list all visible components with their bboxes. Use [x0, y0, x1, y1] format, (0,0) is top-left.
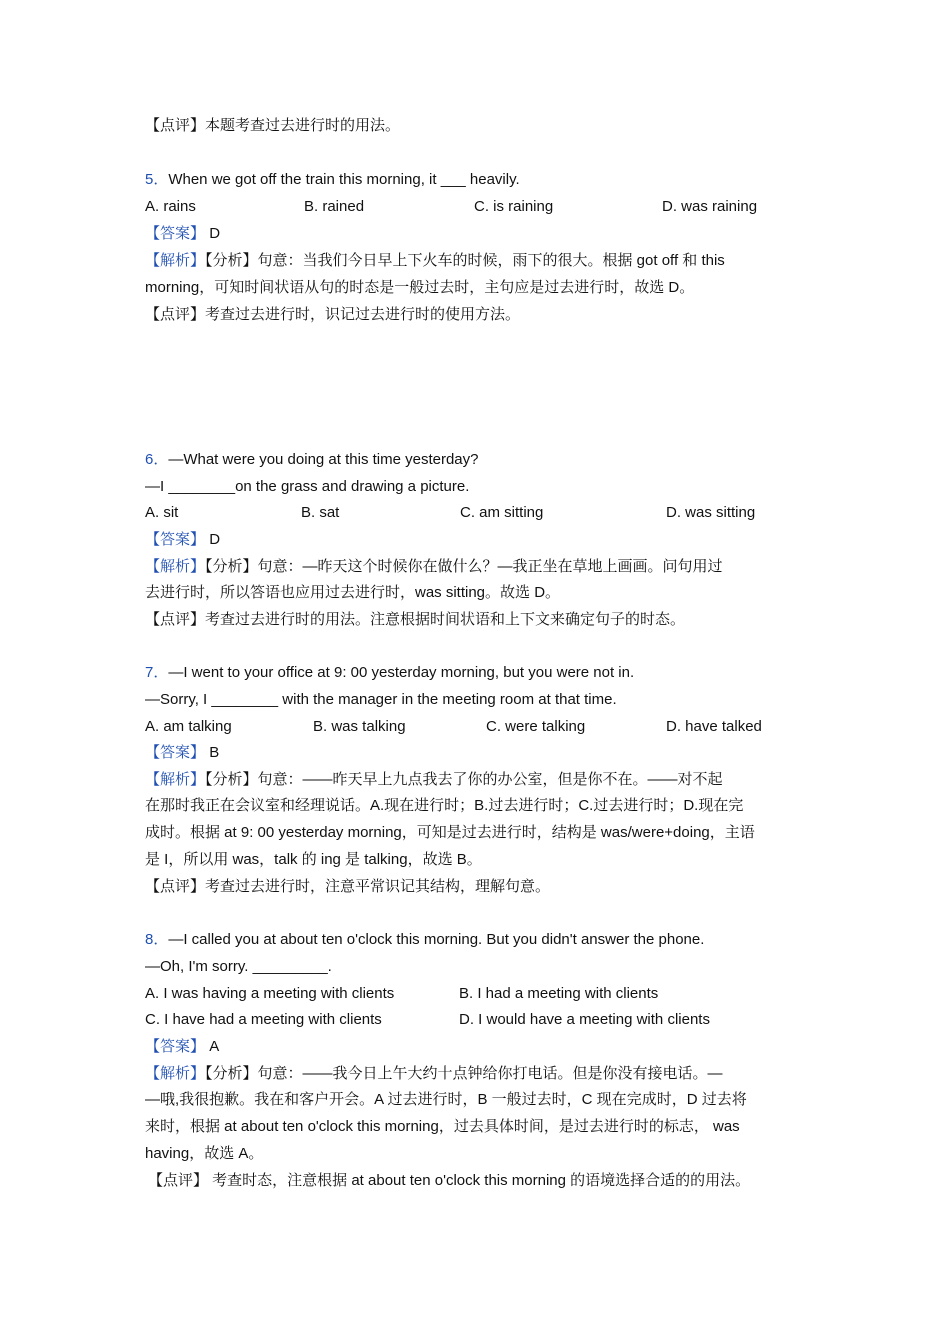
q7-option-b: B. was talking: [313, 718, 406, 735]
q7-option-a: A. am talking: [145, 718, 232, 735]
q5-answer: [145, 224, 810, 244]
q6-option-d: D. was sitting: [666, 504, 756, 521]
q5-analysis-tag: 【解析】: [145, 252, 206, 269]
q5-answer-value: D: [209, 225, 221, 242]
q5-option-a: A. rains: [145, 198, 196, 215]
q7-analysis-tag: 【解析】: [145, 771, 206, 788]
q7-analysis-line-1: [145, 770, 810, 790]
question-7-stem: [145, 663, 810, 683]
q6-answer: [145, 530, 810, 550]
q6-answer-value: D: [209, 531, 221, 548]
question-8-stem: [145, 930, 810, 950]
q7-answer-tag: 【答案】: [145, 744, 206, 761]
q5-comment: 【点评】考查过去进行时，识记过去进行时的使用方法。: [145, 306, 521, 323]
q8-option-b: B. I had a meeting with clients: [459, 985, 659, 1002]
q6-comment: 【点评】考查过去进行时的用法。注意根据时间状语和上下文来确定句子的时态。: [145, 611, 686, 628]
q7-analysis-line-3: 成时。根据 at 9: 00 yesterday morning，可知是过去进行时，结构是 was/were+doing，主语: [145, 824, 755, 841]
q6-analysis-text-1: 【分析】句意：—昨天这个时候你在做什么？—我正坐在草地上画画。问句用过: [205, 558, 723, 575]
q8-answer-value: A: [209, 1038, 220, 1055]
q5-analysis-text-1: 【分析】句意：当我们今日早上下火车的时候，雨下的很大。根据 got off 和 this: [205, 252, 725, 269]
q7-analysis-line-4: 是 I，所以用 was，talk 的 ing 是 talking，故选 B。: [145, 851, 482, 868]
question-6-stem-line-2: —I ________on the grass and drawing a picture.: [145, 478, 470, 495]
q5-option-c: C. is raining: [474, 198, 554, 215]
q5-analysis-line-2: morning，可知时间状语从句的时态是一般过去时，主句应是过去进行时，故选 D。: [145, 279, 695, 296]
question-6-stem: [145, 450, 810, 470]
q8-answer-tag: 【答案】: [145, 1038, 206, 1055]
q7-answer: [145, 743, 810, 763]
q6-analysis-line-2: 去进行时，所以答语也应用过去进行时，was sitting。故选 D。: [145, 584, 561, 601]
question-5-number: 5．: [145, 171, 169, 188]
q8-analysis-text-1: 【分析】句意：——我今日上午大约十点钟给你打电话。但是你没有接电话。—: [205, 1065, 723, 1082]
q5-option-d: D. was raining: [662, 198, 758, 215]
q6-option-a: A. sit: [145, 504, 179, 521]
q6-analysis-tag: 【解析】: [145, 558, 206, 575]
comment-prev: 【点评】本题考查过去进行时的用法。: [145, 117, 401, 134]
question-7-stem-line-1: —I went to your office at 9: 00 yesterday morning, but you were not in.: [168, 664, 635, 681]
question-5-stem-line-1: When we got off the train this morning, it ___ heavily.: [168, 171, 520, 188]
question-5-stem: [145, 170, 810, 190]
q5-answer-tag: 【答案】: [145, 225, 206, 242]
question-6-number: 6．: [145, 451, 169, 468]
q7-analysis-text-1: 【分析】句意：——昨天早上九点我去了你的办公室，但是你不在。——对不起: [205, 771, 723, 788]
q7-answer-value: B: [209, 744, 220, 761]
q5-option-b: B. rained: [304, 198, 365, 215]
q8-option-a: A. I was having a meeting with clients: [145, 985, 395, 1002]
question-6-stem-line-1: —What were you doing at this time yesterday?: [168, 451, 479, 468]
q7-option-d: D. have talked: [666, 718, 762, 735]
q8-analysis-line-1: [145, 1064, 810, 1084]
question-7-number: 7．: [145, 664, 169, 681]
q8-option-c: C. I have had a meeting with clients: [145, 1011, 382, 1028]
q6-answer-tag: 【答案】: [145, 531, 206, 548]
q7-analysis-line-2: 在那时我正在会议室和经理说话。A.现在进行时；B.过去进行时；C.过去进行时；D.现在完: [145, 797, 744, 814]
q7-option-c: C. were talking: [486, 718, 586, 735]
q6-option-c: C. am sitting: [460, 504, 544, 521]
question-7-stem-line-2: —Sorry, I ________ with the manager in the meeting room at that time.: [145, 691, 617, 708]
q8-option-d: D. I would have a meeting with clients: [459, 1011, 710, 1028]
q8-analysis-line-4: having，故选 A。: [145, 1145, 264, 1162]
q8-analysis-tag: 【解析】: [145, 1065, 206, 1082]
q8-analysis-line-2: —哦,我很抱歉。我在和客户开会。A 过去进行时，B 一般过去时，C 现在完成时，D 过去将: [145, 1091, 747, 1108]
q8-answer: [145, 1037, 810, 1057]
q5-analysis-line-1: [145, 251, 810, 271]
q8-analysis-line-3: 来时，根据 at about ten o'clock this morning，过去具体时间，是过去进行时的标志， was: [145, 1118, 740, 1135]
question-8-stem-line-1: —I called you at about ten o'clock this morning. But you didn't answer the phone.: [168, 931, 705, 948]
q8-comment: 【点评】 考查时态，注意根据 at about ten o'clock this morning 的语境选择合适的的用法。: [148, 1172, 751, 1189]
q6-option-b: B. sat: [301, 504, 340, 521]
question-8-stem-line-2: —Oh, I'm sorry. _________.: [145, 958, 332, 975]
q7-comment: 【点评】考查过去进行时，注意平常识记其结构，理解句意。: [145, 878, 551, 895]
q6-analysis-line-1: [145, 557, 810, 577]
question-8-number: 8．: [145, 931, 169, 948]
